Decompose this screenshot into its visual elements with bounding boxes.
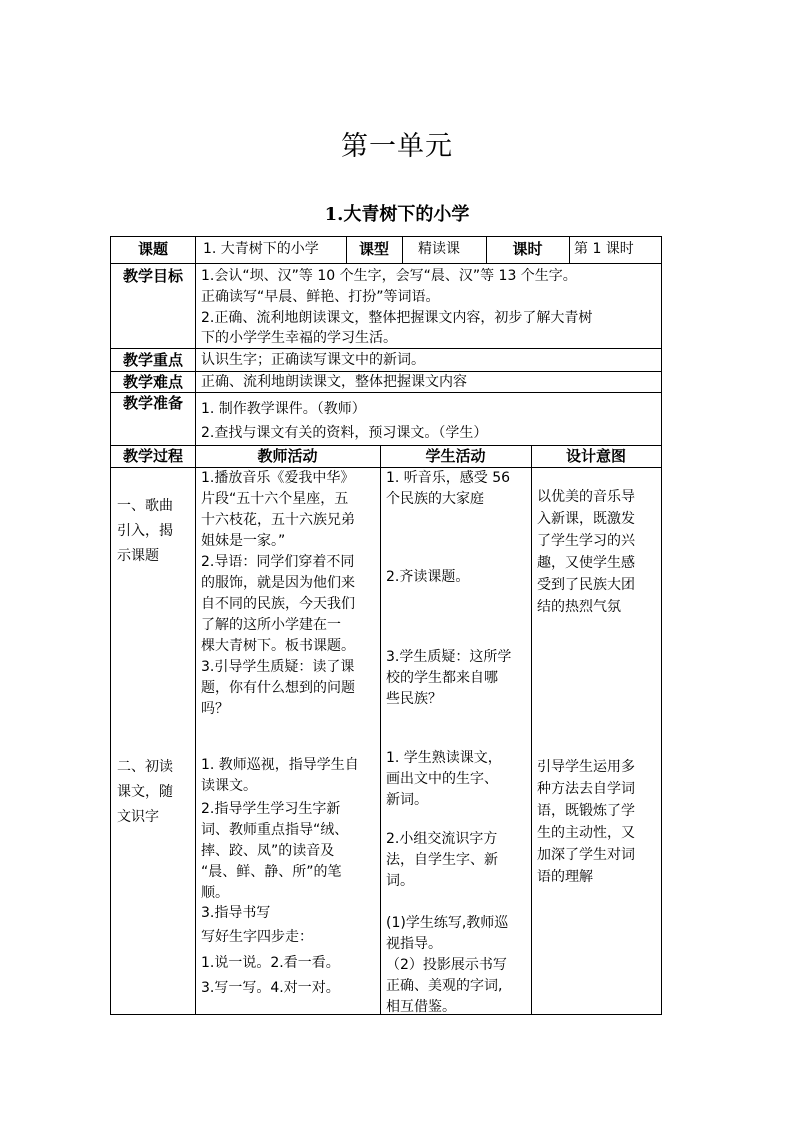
- intent-line: 语的理解: [537, 869, 593, 885]
- period-value: 第 1 课时: [574, 241, 634, 257]
- student-line: 2.齐读课题。: [386, 569, 470, 585]
- intent-line: 以优美的音乐导: [537, 489, 635, 505]
- teacher-line: 的服饰，就是因为他们来: [201, 575, 355, 591]
- unit-title: 第一单元: [341, 131, 453, 162]
- stage-line: 示课题: [117, 548, 159, 564]
- difficulty-text: 正确、流利地朗读课文，整体把握课文内容: [201, 374, 467, 390]
- teacher-line: 1.说一说。2.看一看。: [201, 955, 340, 971]
- teacher-line: 3.指导书写: [201, 905, 271, 921]
- period-label: 课时: [512, 240, 543, 258]
- intent-line: 入新课，既激发: [537, 511, 635, 527]
- student-line: 2.小组交流识字方: [386, 831, 498, 847]
- teacher-line: 题，你有什么想到的问题: [201, 680, 355, 696]
- teacher-line: 读课文。: [201, 778, 257, 794]
- intent-line: 种方法去自学词: [537, 781, 635, 797]
- student-line: 画出文中的生字、: [386, 771, 498, 787]
- key-points-label: 教学重点: [122, 351, 183, 369]
- preparation-line: 1. 制作教学课件。（教师）: [201, 401, 366, 417]
- student-line: 视指导。: [386, 936, 442, 952]
- preparation-line: 2.查找与课文有关的资料，预习课文。（学生）: [201, 425, 488, 441]
- lesson-type-value: 精读课: [418, 241, 460, 257]
- lesson-type-label: 课型: [358, 240, 389, 258]
- student-line: 新词。: [386, 792, 428, 808]
- intent-line: 生的主动性，又: [537, 825, 635, 841]
- student-line: （2）投影展示书写: [386, 957, 507, 973]
- difficulty-label: 教学难点: [122, 373, 183, 391]
- teacher-line: 姐妹是一家。”: [201, 533, 286, 549]
- design-intent-header: 设计意图: [565, 447, 626, 465]
- student-line: 相互借鉴。: [386, 999, 456, 1015]
- intent-line: 趣，又使学生感: [537, 555, 635, 571]
- goal-line: 1.会认“坝、汉”等 10 个生字，会写“晨、汉”等 13 个生字。: [201, 268, 577, 284]
- goal-line: 正确读写“早晨、鲜艳、打扮”等词语。: [201, 289, 440, 305]
- lesson-title: 1.大青树下的小学: [324, 204, 470, 225]
- student-line: 3.学生质疑：这所学: [386, 649, 512, 665]
- stage-line: 一、歌曲: [117, 498, 173, 514]
- teacher-activity-header: 教师活动: [257, 447, 318, 465]
- teacher-line: 1.播放音乐《爱我中华》: [201, 470, 355, 486]
- intent-line: 受到了民族大团: [537, 577, 635, 593]
- teacher-line: 词、教师重点指导“绒、: [201, 822, 349, 838]
- teacher-line: 自不同的民族，今天我们: [201, 596, 355, 612]
- student-activity-header: 学生活动: [425, 447, 486, 465]
- student-line: 法，自学生字、新: [386, 852, 498, 868]
- teacher-line: 3.引导学生质疑：读了课: [201, 659, 355, 675]
- student-line: (1)学生练写,教师巡: [386, 915, 509, 931]
- topic-value: 1. 大青树下的小学: [203, 241, 319, 257]
- goal-line: 下的小学学生幸福的学习生活。: [201, 330, 397, 346]
- teacher-line: 棵大青树下。板书课题。: [201, 638, 355, 654]
- stage-line: 课文，随: [117, 784, 173, 800]
- student-line: 1. 学生熟读课文，: [386, 750, 502, 766]
- teacher-line: 写好生字四步走：: [201, 929, 313, 945]
- teacher-line: 十六枝花，五十六族兄弟: [201, 512, 355, 528]
- goals-label: 教学目标: [122, 267, 183, 285]
- teacher-line: 顺。: [201, 885, 229, 901]
- key-points-text: 认识生字；正确读写课文中的新词。: [201, 352, 425, 368]
- topic-label: 课题: [137, 240, 168, 258]
- teacher-line: 了解的这所小学建在一: [201, 617, 341, 633]
- goal-line: 2.正确、流利地朗读课文，整体把握课文内容，初步了解大青树: [201, 310, 593, 326]
- student-line: 校的学生都来自哪: [386, 670, 498, 686]
- student-line: 词。: [386, 873, 414, 889]
- student-line: 正确、美观的字词,: [386, 978, 503, 994]
- lesson-plan-table: [110, 236, 662, 1015]
- intent-line: 语，既锻炼了学: [537, 803, 635, 819]
- process-label: 教学过程: [122, 447, 183, 465]
- student-line: 1. 听音乐，感受 56: [386, 470, 511, 486]
- teacher-line: 吗？: [201, 701, 229, 717]
- stage-line: 文识字: [117, 809, 159, 825]
- preparation-label: 教学准备: [122, 394, 183, 412]
- intent-line: 加深了学生对词: [537, 847, 635, 863]
- teacher-line: 摔、跤、凤”的读音及: [201, 843, 335, 859]
- teacher-line: 片段“五十六个星座，五: [201, 491, 349, 507]
- student-line: 个民族的大家庭: [386, 491, 484, 507]
- teacher-line: 2.导语：同学们穿着不同: [201, 554, 355, 570]
- teacher-line: 2.指导学生学习生字新: [201, 801, 341, 817]
- stage-line: 引入，揭: [117, 523, 173, 539]
- intent-line: 引导学生运用多: [537, 759, 635, 775]
- stage-line: 二、初读: [117, 759, 173, 775]
- intent-line: 结的热烈气氛: [537, 599, 621, 615]
- intent-line: 了学生学习的兴: [537, 533, 635, 549]
- teacher-line: 1. 教师巡视，指导学生自: [201, 757, 359, 773]
- student-line: 些民族？: [386, 691, 442, 707]
- teacher-line: 3.写一写。4.对一对。: [201, 980, 340, 996]
- teacher-line: “晨、鲜、静、所”的笔: [201, 864, 342, 880]
